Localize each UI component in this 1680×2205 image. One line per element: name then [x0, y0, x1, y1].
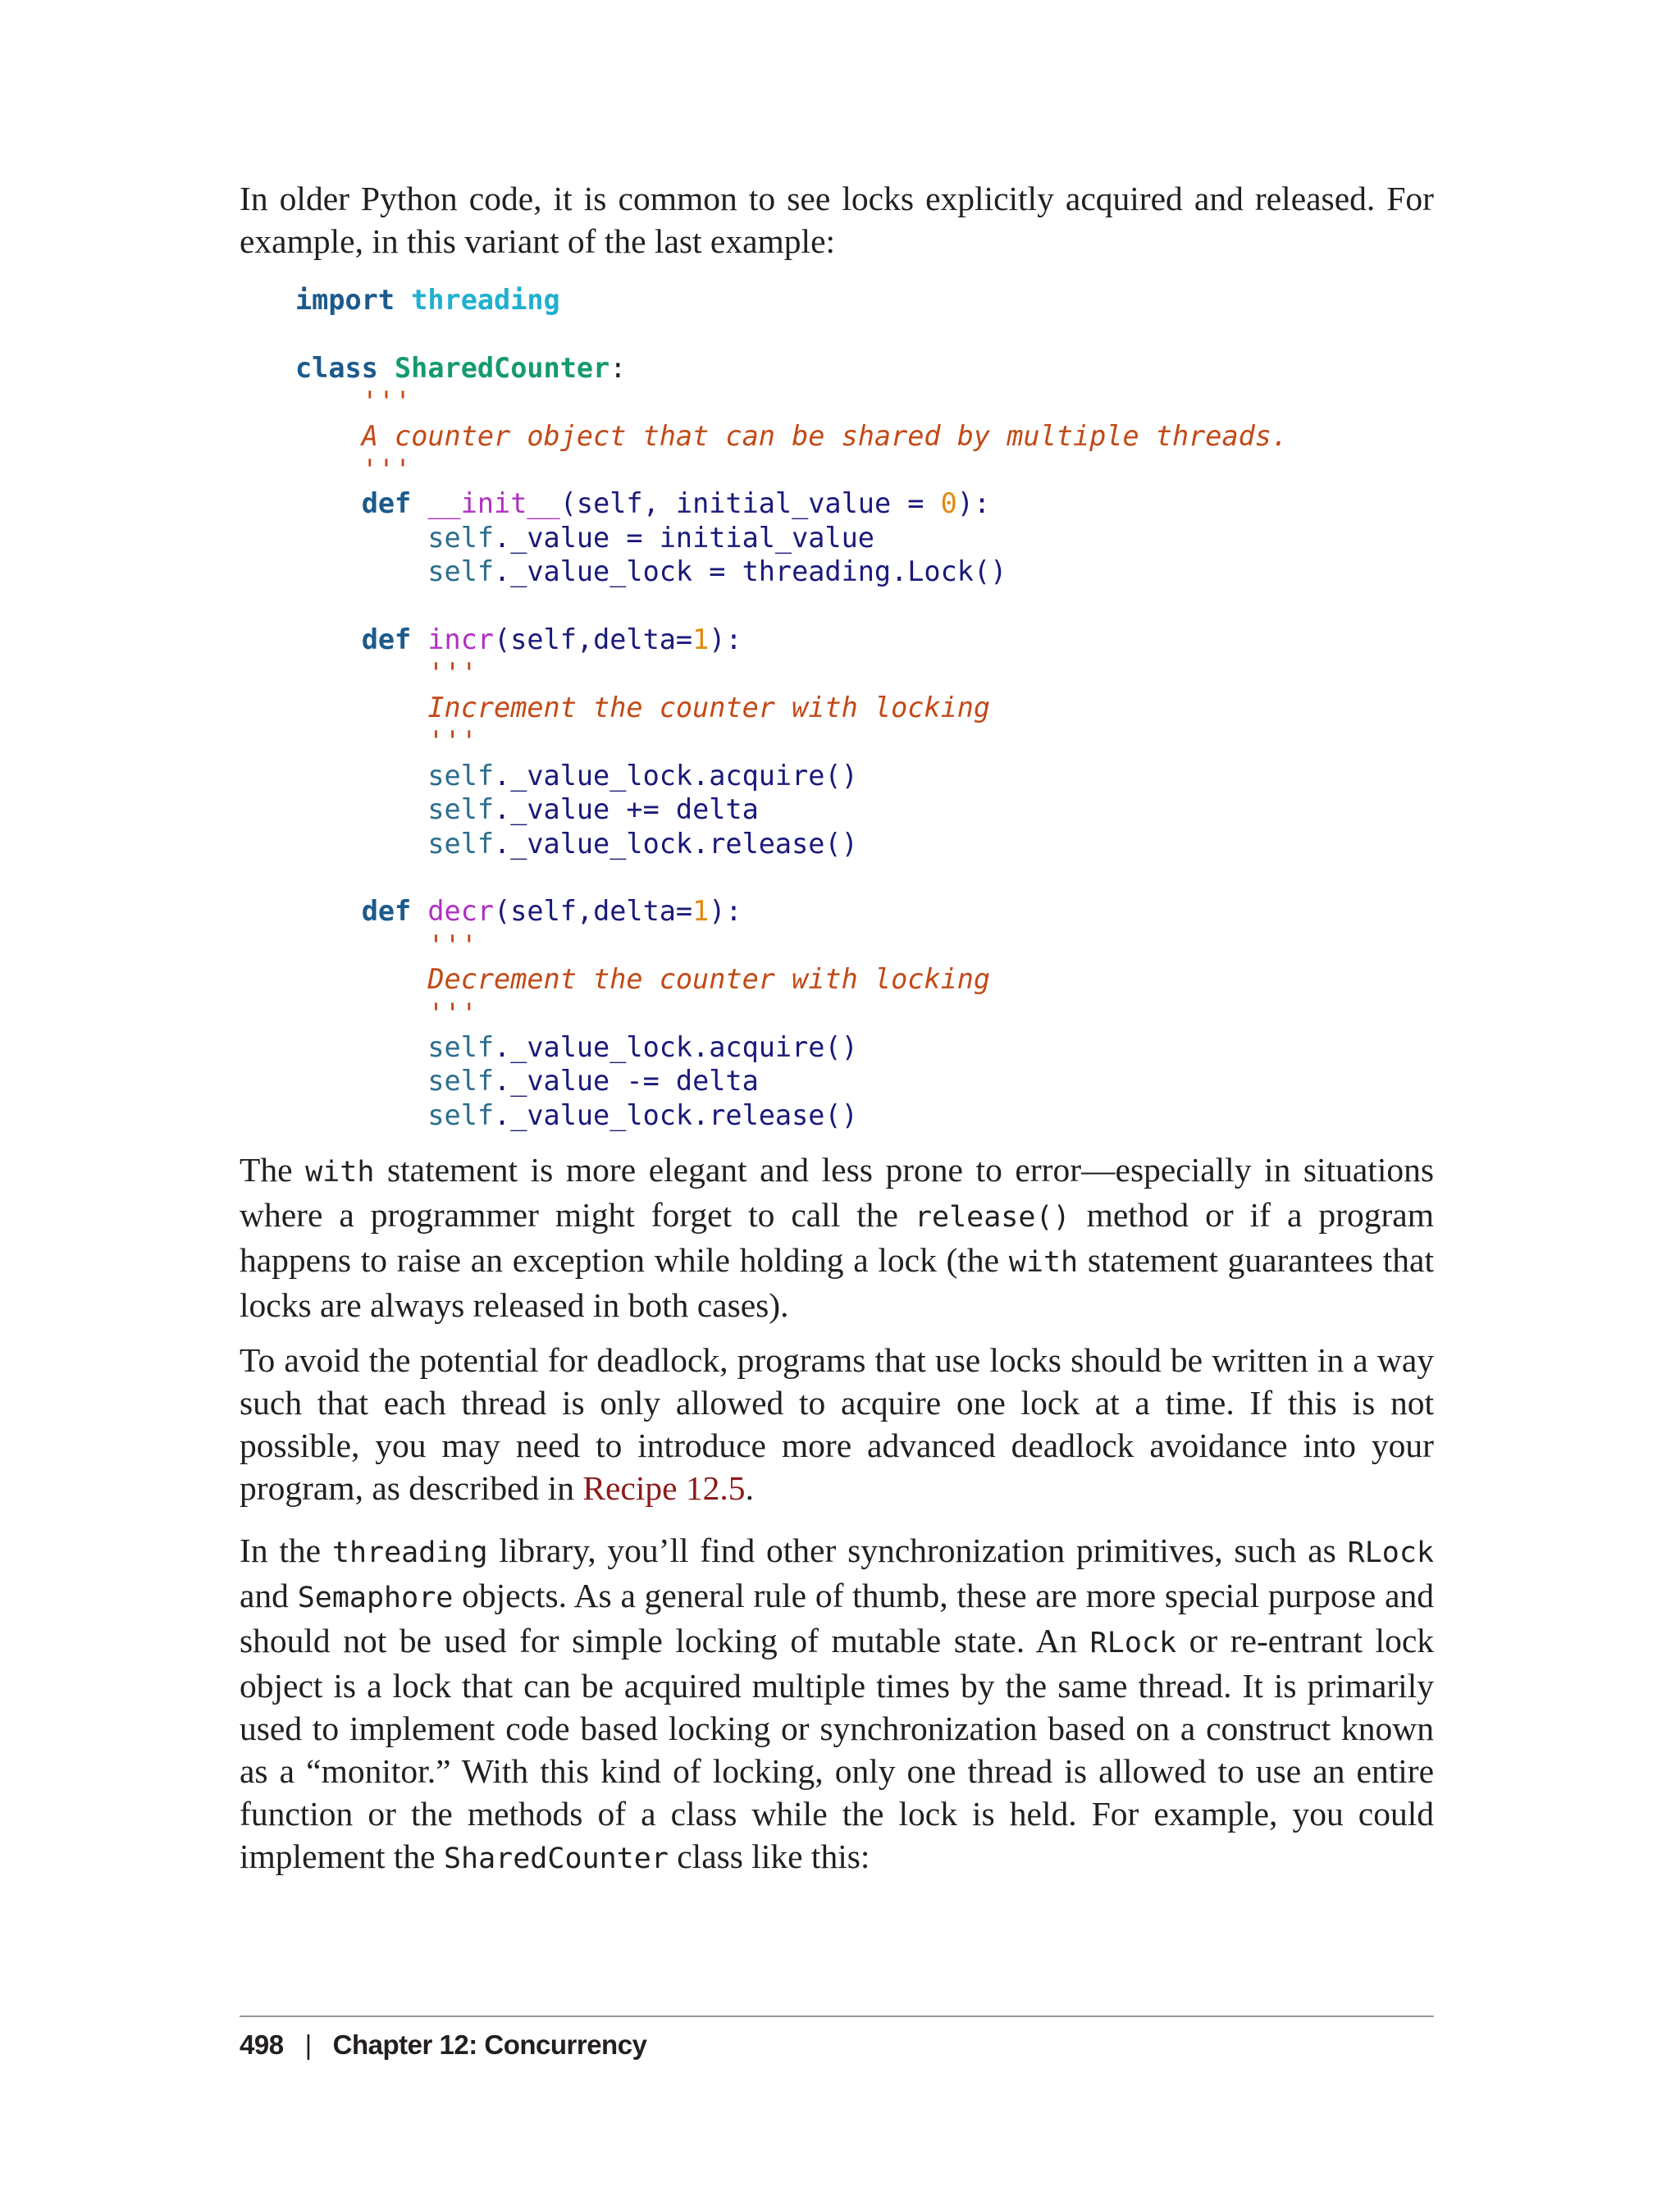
code-line-17: self._value_lock.release() [427, 827, 858, 860]
code-line-14: ''' [427, 725, 477, 758]
footer-separator: | [304, 2029, 312, 2060]
intro-paragraph [240, 177, 1434, 262]
paragraph-rlock: In the threading library, you’ll find other synchronization primitives, such as RLock and Semaphore objects. As a general rule of thumb, these are more special purpose and should not be used for simple locking of mutable state. An RLock or re-entrant lock object is a lock that can be acquired multiple times by the same thread. It is primarily used to implement code based locking or synchronization based on a construct known as a “monitor.” With this kind of locking, only one thread is allowed to use an entire function or the methods of a class while the lock is held. For example, you could implement the SharedCounter class like this: [240, 1532, 1434, 1875]
code-line-23: self._value_lock.acquire() [427, 1030, 858, 1063]
code-line-1: import threading [295, 284, 560, 316]
inline-code: RLock [1089, 1627, 1177, 1659]
code-line-6: ''' [361, 454, 412, 486]
inline-code: threading [331, 1536, 488, 1569]
code-line-20: ''' [427, 929, 477, 961]
chapter-title: Chapter 12: Concurrency [332, 2029, 647, 2060]
inline-code: Semaphore [297, 1582, 454, 1614]
code-line-19: def decr(self,delta=1): [361, 895, 742, 928]
code-line-7: def __init__(self, initial_value = 0): [361, 487, 991, 520]
code-line-9: self._value_lock = threading.Lock() [427, 555, 1007, 588]
code-line-24: self._value -= delta [427, 1065, 759, 1098]
code-line-25: self._value_lock.release() [427, 1098, 858, 1131]
page-number: 498 [240, 2029, 284, 2060]
page-footer [240, 2025, 646, 2066]
code-line-21: Decrement the counter with locking [427, 963, 991, 996]
code-line-22: ''' [427, 997, 477, 1029]
recipe-link[interactable]: Recipe 12.5 [582, 1469, 746, 1507]
code-line-15: self._value_lock.acquire() [427, 759, 858, 792]
inline-code: release() [914, 1201, 1071, 1234]
inline-code: RLock [1347, 1536, 1434, 1569]
code-listing [295, 283, 1288, 1132]
paragraph-deadlock: To avoid the potential for deadlock, programs that use locks should be written in a way such that each thread is only allowed to acquire one lock at a time. If this is not possible, you may need to introduce more advanced deadlock avoidance into your program, as described in Recipe 12.5. [240, 1341, 1434, 1507]
code-line-16: self._value += delta [427, 793, 759, 826]
inline-code: with [305, 1156, 375, 1189]
code-line-11: def incr(self,delta=1): [361, 623, 742, 656]
paragraph-with-statement: The with statement is more elegant and less prone to error—especially in situations where a programmer might forget to call the release() method or if a program happens to raise an exception while holding a lock (the with statement guarantees that locks are always released in both cases). [240, 1151, 1434, 1324]
code-line-4: ''' [361, 386, 412, 418]
code-line-8: self._value = initial_value [427, 521, 874, 554]
code-line-12: ''' [427, 657, 477, 690]
inline-code: SharedCounter [443, 1842, 669, 1875]
code-line-5: A counter object that can be shared by multiple threads. [361, 419, 1289, 452]
footer-divider [240, 2016, 1434, 2017]
code-line-13: Increment the counter with locking [427, 691, 991, 724]
intro-text: In older Python code, it is common to see locks explicitly acquired and released. For example, in this variant of the last example: [240, 180, 1434, 260]
inline-code: with [1008, 1246, 1079, 1279]
code-line-3: class SharedCounter: [295, 351, 627, 384]
